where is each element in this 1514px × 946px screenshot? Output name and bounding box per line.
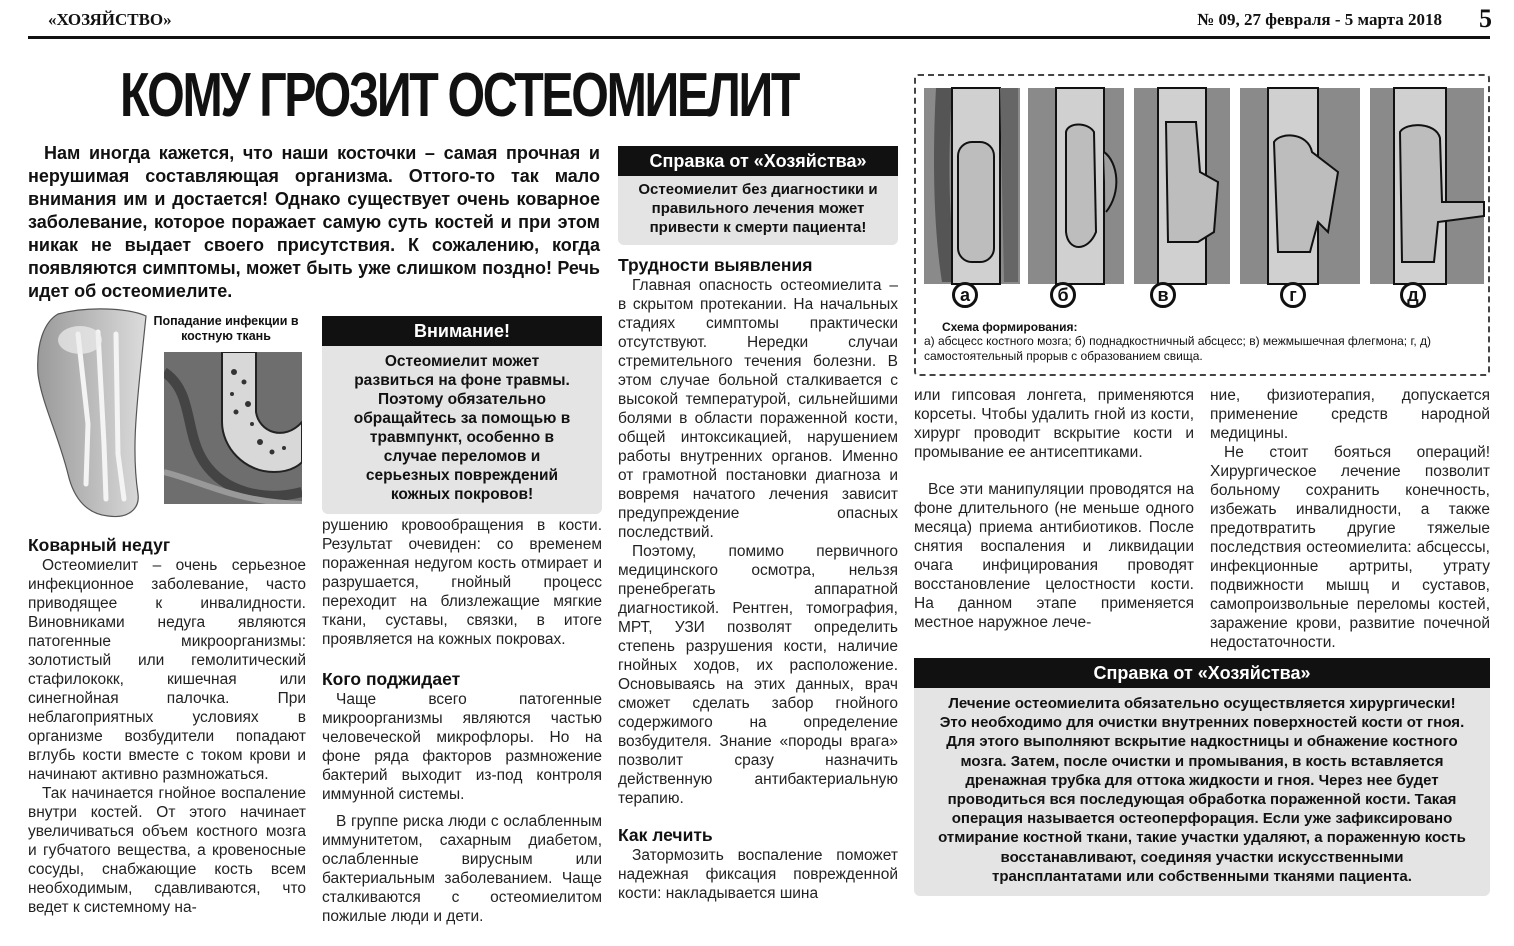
page-number: 5 bbox=[1479, 4, 1492, 33]
newspaper-name: «ХОЗЯЙСТВО» bbox=[48, 10, 172, 29]
column-3-text-b bbox=[618, 846, 898, 903]
bone-infection-image bbox=[164, 352, 302, 504]
column-4-text bbox=[914, 386, 1194, 632]
stage-label-b: б bbox=[1050, 282, 1076, 308]
info-box-1-text: Остеомиелит без диагностики и правильного лечения может привести к смерти пациента! bbox=[618, 176, 898, 245]
section-heading-detection: Трудности выявления bbox=[618, 255, 813, 275]
foot-image bbox=[28, 304, 156, 526]
diagram-caption-text: а) абсцесс костного мозга; б) поднадкостничный абсцесс; в) межмышечная флегмона; г, д) самостоятельный прорыв с образованием свища. bbox=[924, 334, 1432, 363]
paragraph: ние, физиотерапия, допускается применение средств народной медицины. bbox=[1210, 387, 1490, 442]
paragraph: В группе риска люди с ослабленным иммунитетом, сахарным диабетом, ослабленные вирусным или бактериальным заболеванием. Чаще сталкиваются с остеомиелитом пожилые люди и дети. bbox=[322, 813, 602, 925]
column-2-text bbox=[322, 516, 602, 649]
attention-text: Остеомиелит может развиться на фоне травмы. Поэтому обязательно обращайтесь за помощью в травмпункт, особенно в случае переломов и серьезных повреждений кожных покровов! bbox=[322, 346, 602, 514]
section-heading-insidious: Коварный недуг bbox=[28, 535, 171, 555]
header-rule bbox=[28, 36, 1490, 39]
attention-box bbox=[322, 316, 602, 514]
info-box-2 bbox=[914, 658, 1490, 896]
osteomyelitis-diagram bbox=[914, 74, 1490, 376]
paragraph: Остеомиелит – очень серьезное инфекционное заболевание, часто приводящее к инвалидности. Виновниками недуга являются патогенные микроорганизмы: золотистый или гемолитический стафилококк, кишечная или синегнойная палочка. При неблагоприятных условиях в организме возбудители попадают вглубь кости вместе с током крови и начинают активно размножаться. bbox=[28, 557, 306, 783]
paragraph: Главная опасность остеомиелита – в скрытом протекании. На начальных стадиях симптомы практически отсутствуют. Нередки случаи стремительного течения болезни. В этом случае больной сталкивается с высокой температурой, сильнейшими болями в области пораженной кости, общей интоксикацией, нарушением работы внутренних органов. Именно от грамотной постановки диагноза и вовремя начатого лечения зависит предупреждение опасных последствий. bbox=[618, 277, 898, 541]
paragraph: Не стоит бояться операций! Хирургическое лечение позволит больному сохранить конечность, избежать инвалидности, а также предотвратить другие тяжелые последствия остеомиелита: абсцессы, инфекционные артриты, утрату подвижности мышц и суставов, самопроизвольные переломы костей, заражение крови, развитие почечной недостаточности. bbox=[1210, 444, 1490, 651]
paragraph: Затормозить воспаление поможет надежная фиксация поврежденной кости: накладывается шина bbox=[618, 847, 898, 902]
paragraph: Все эти манипуляции проводятся на фоне длительного (не меньше одного месяца) приема антибиотиков. После снятия воспаления и ликвидации очага инфицирования проводят восстановление целостности кости. На данном этапе применяется местное наружное лече- bbox=[914, 481, 1194, 631]
info-box-1 bbox=[618, 146, 898, 245]
foot-xray-icon bbox=[28, 304, 156, 526]
bone-infection-icon bbox=[164, 352, 302, 504]
diagram-caption-title: Схема формирования: bbox=[942, 320, 1078, 334]
stage-label-g: г bbox=[1280, 282, 1306, 308]
issue-date: № 09, 27 февраля - 5 марта 2018 bbox=[1197, 10, 1442, 29]
paragraph: Поэтому, помимо первичного медицинского осмотра, нельзя пренебрегать аппаратной диагностикой. Рентген, томография, МРТ, УЗИ позволят определить степень разрушения кости, наличие гнойных ходов, их расположение. Основываясь на этих данных, врач сможет сделать забор гнойного содержимого на определение возбудителя. Знание «породы врага» позволит сразу назначить действенную антибактериальную терапию. bbox=[618, 543, 898, 807]
column-2-text-b bbox=[322, 690, 602, 926]
section-heading-risk: Кого поджидает bbox=[322, 669, 461, 689]
stage-label-a: а bbox=[952, 282, 978, 308]
paragraph: или гипсовая лонгета, применяются корсеты. Чтобы удалить гной из кости, хирург проводит вскрытие кости и промывание ее антисептиками. bbox=[914, 387, 1194, 461]
info-box-2-title: Справка от «Хозяйства» bbox=[914, 658, 1490, 688]
infection-figure-label: Попадание инфекции в костную ткань bbox=[153, 314, 299, 343]
section-heading-treatment: Как лечить bbox=[618, 825, 713, 845]
info-box-2-text: Лечение остеомиелита обязательно осуществляется хирургически! Это необходимо для очистки внутренних поверхностей кости от гноя. Для этого выполняют вскрытие надкостницы и обнажение костного мозга. Затем, после очистки и промывания, в кость вставляется дренажная трубка для оттока жидкости и гноя. Через нее будет проводиться вся последующая обработка пораженной кости. Такая операция называется остеоперфорация. Если уже зафиксировано отмирание костной ткани, такие участки удаляют, а пораженную кость восстанавливают, соединяя участки искусственными трансплантатами или собственными тканями пациента. bbox=[914, 688, 1490, 896]
bone-stages-icon bbox=[918, 82, 1490, 292]
paragraph: рушению кровообращения в кости. Результат очевиден: со временем пораженная недугом кость отмирает и разрушается, гнойный процесс переходит на близлежащие мягкие ткани, суставы, связки, в итоге проявляется на кожных покровах. bbox=[322, 517, 602, 648]
column-3-text bbox=[618, 276, 898, 808]
attention-title: Внимание! bbox=[322, 316, 602, 346]
article-lead: Нам иногда кажется, что наши косточки – самая прочная и нерушимая составляющая организма. Оттого-то так мало внимания им и достается! Однако существует очень коварное заболевание, которое поражает самую суть костей и при этом никак не выдает своего присутствия. К сожалению, когда появляются симптомы, может быть уже слишком поздно! Речь идет об остеомиелите. bbox=[28, 143, 600, 301]
paragraph: Чаще всего патогенные микроорганизмы являются частью человеческой микрофлоры. Но на фоне ряда факторов размножение бактерий выходит из-под контроля иммунной системы. bbox=[322, 691, 602, 803]
paragraph: Так начинается гнойное воспаление внутри костей. От этого начинает увеличиваться объем костного мозга и губчатого вещества, а кровеносные сосуды, снабжающие кость всем необходимым, сдавливаются, что ведет к системному на- bbox=[28, 785, 306, 916]
column-5-text bbox=[1210, 386, 1490, 652]
article-title: КОМУ ГРОЗИТ ОСТЕОМИЕЛИТ bbox=[120, 61, 799, 130]
column-1-text bbox=[28, 556, 306, 917]
stage-label-d: д bbox=[1400, 282, 1426, 308]
info-box-1-title: Справка от «Хозяйства» bbox=[618, 146, 898, 176]
stage-label-v: в bbox=[1150, 282, 1176, 308]
